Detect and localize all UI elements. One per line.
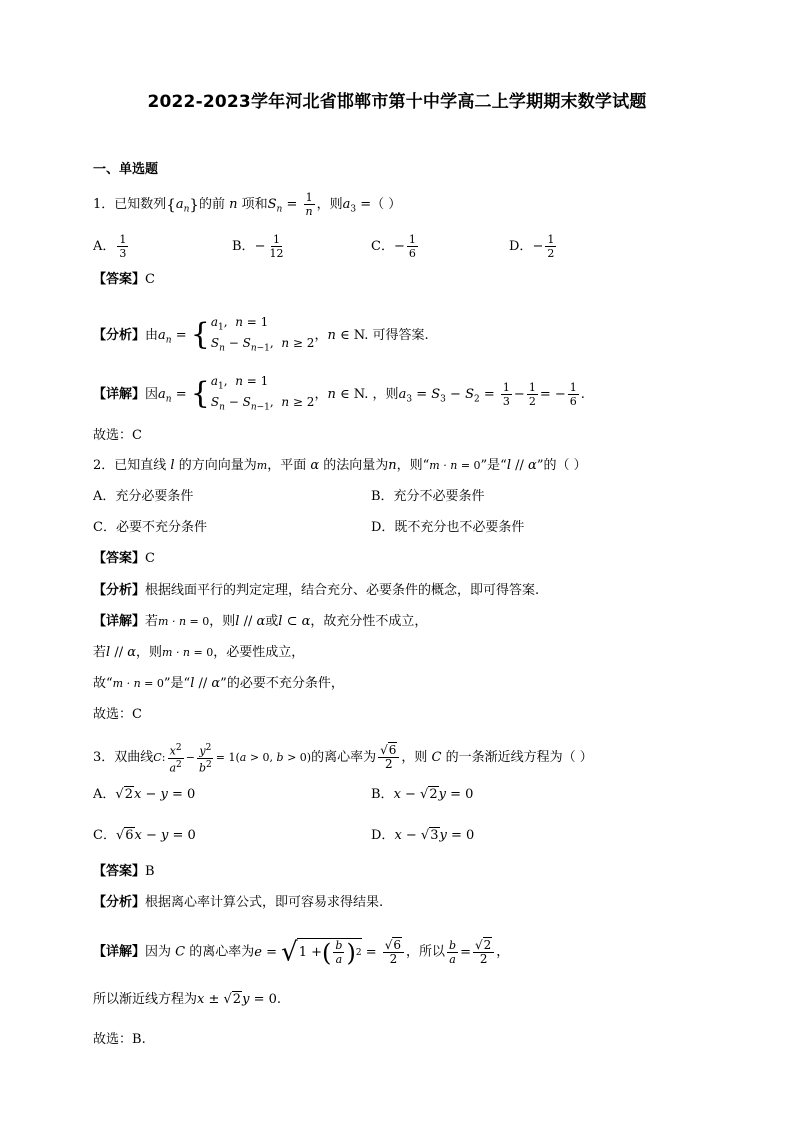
q3-option-d: D．x − √3y = 0: [371, 828, 475, 843]
math-an-cases-2: $a_n$ = { $a_1$, n = 1 $S_n - S_{n-1}$, n ≥ 2: [158, 374, 315, 413]
q3-detail: 【详解】因为 C 的离心率为e = √ 1 + ( $\frac{b}{a}$ ) 2 = $\frac{√6}{2}$ ，所以 $\frac{b}{a}$ = $\frac{√2}{2}$ ，: [93, 937, 510, 967]
q1-option-c: C．− $\frac{1}{6}$: [371, 233, 416, 260]
q2-analysis: 【分析】根据线面平行的判定定理，结合充分、必要条件的概念，即可得答案.: [93, 583, 540, 598]
math-parallel: l // α: [506, 458, 537, 473]
page-title: 2022-2023学年河北省邯郸市第十中学高二上学期期末数学试题: [147, 92, 647, 112]
math-dot-product: m · n = 0: [429, 459, 481, 472]
math-a3-result: $a_3 = S_3 - S_2$ = $\frac{1}{3}$ − $\frac{1}{2}$ = − $\frac{1}{6}$ .: [398, 380, 585, 408]
q1-choose: 故选：C: [93, 428, 142, 443]
q2-detail-line-2: 若l // α，则m · n = 0，必要性成立，: [93, 645, 305, 660]
q3-detail-line-2: 所以渐近线方程为x ± √2y = 0.: [93, 992, 281, 1007]
q3-analysis: 【分析】根据离心率计算公式，即可容易求得结果.: [93, 895, 384, 910]
math-ratio: $\frac{b}{a}$ = $\frac{√2}{2}$: [445, 945, 496, 960]
q3-choose: 故选：B.: [93, 1032, 146, 1047]
math-vector-m: m: [256, 459, 268, 472]
q2-option-d: D．既不充分也不必要条件: [371, 520, 525, 535]
q3-option-c: C．√6x − y = 0: [93, 828, 196, 843]
math-asymptote: x ± √2y = 0: [197, 992, 277, 1007]
q1-detail: 【详解】因$a_n$ = { $a_1$, n = 1 $S_n - S_{n-1}$, n ≥ 2 ，n ∈ N. ，则$a_3 = S_3 - S_2$ = $\frac{1}{3}$ − $\frac{1}{2}$ = − $\frac{1}{6}$ .: [93, 374, 585, 413]
math-vector-n: n: [388, 458, 397, 473]
q2-detail-line-3: 故“m · n = 0”是“l // α”的必要不充分条件，: [93, 676, 344, 691]
question-3-stem: 3．双曲线C: $\frac{x^2}{a^2}$ − $\frac{y^2}{b^2}$ = 1(a > 0, b > 0)的离心率为 $\frac{√6}{2}$ ，则 C 的一条渐近线方程为（ ）: [93, 743, 593, 775]
q2-option-c: C．必要不充分条件: [93, 520, 207, 535]
q1-answer: 【答案】C: [93, 272, 155, 287]
question-2-stem: 2．已知直线 l 的方向向量为m，平面 α 的法向量为n，则“m · n = 0”是“l // α”的（ ）: [93, 458, 587, 473]
question-1-stem: 1．已知数列$\{a_n\}$的前 n 项和$S_n$ = $\frac{1}{n}$ ，则$a_3$ =（ ）: [93, 191, 402, 218]
q1-option-b: B．− $\frac{1}{12}$: [232, 233, 284, 260]
math-eccentricity: $\frac{√6}{2}$: [376, 750, 401, 765]
math-an-cases: $a_n$ = { $a_1$, n = 1 $S_n - S_{n-1}$, n ≥ 2: [158, 315, 315, 354]
math-sn: $S_n$ = $\frac{1}{n}$: [267, 191, 313, 218]
q3-answer: 【答案】B: [93, 864, 155, 879]
math-eccentricity-formula: e = √ 1 + ( $\frac{b}{a}$ ) 2 = $\frac{√6}{2}$: [254, 945, 406, 960]
q1-option-a: A． $\frac{1}{3}$: [93, 233, 127, 260]
math-sequence: $\{a_n\}$: [166, 195, 199, 215]
section-heading: 一、单选题: [93, 162, 159, 177]
q3-option-b: B．x − √2y = 0: [371, 787, 474, 802]
q2-answer: 【答案】C: [93, 551, 155, 566]
q2-option-a: A．充分必要条件: [93, 489, 194, 504]
q3-option-a: A．√2x − y = 0: [93, 787, 196, 802]
math-hyperbola: C: $\frac{x^2}{a^2}$ − $\frac{y^2}{b^2}$ = 1(a > 0, b > 0): [153, 743, 312, 775]
q2-option-b: B．充分不必要条件: [371, 489, 485, 504]
q1-analysis: 【分析】由$a_n$ = { $a_1$, n = 1 $S_n - S_{n-1}$, n ≥ 2 ，n ∈ N. 可得答案.: [93, 315, 429, 354]
q2-choose: 故选：C: [93, 707, 142, 722]
q2-detail: 【详解】若m · n = 0，则l // α或l ⊂ α，故充分性不成立，: [93, 614, 428, 629]
q1-option-d: D．− $\frac{1}{2}$: [509, 233, 555, 260]
